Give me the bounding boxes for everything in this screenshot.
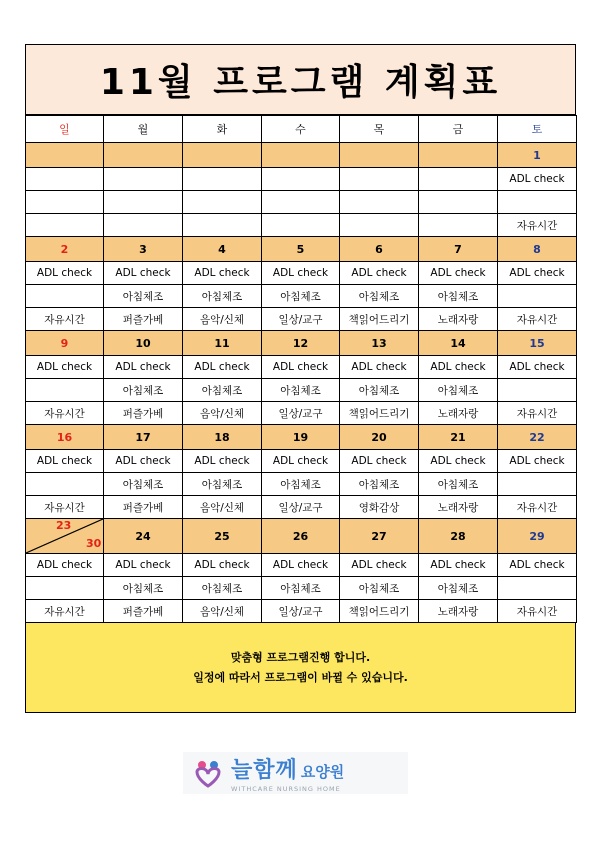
date-cell-tue: 18 [183,425,262,450]
date-number-upper: 23 [56,519,72,532]
activity-cell [262,168,340,191]
activity-cell: 아침체조 [419,285,498,308]
date-cell-mon [104,143,183,168]
activity-cell [498,191,577,214]
calendar-table [25,115,577,623]
logo-suffix: 요양원 [300,763,345,781]
activity-cell: ADL check [183,554,262,577]
heart-people-icon [191,756,225,790]
activity-row [26,600,577,623]
activity-cell: 아침체조 [419,473,498,496]
activity-cell: ADL check [498,356,577,379]
activity-cell: ADL check [340,356,419,379]
activity-cell: 아침체조 [104,379,183,402]
activity-cell [498,577,577,600]
activity-cell: ADL check [419,450,498,473]
date-row [26,331,577,356]
activity-cell [419,168,498,191]
date-cell-thu: 6 [340,237,419,262]
activity-cell [498,473,577,496]
weekday-header-mon: 월 [104,116,183,143]
activity-cell: ADL check [183,262,262,285]
activity-cell: 책읽어드리기 [340,308,419,331]
activity-cell: ADL check [498,262,577,285]
activity-cell: ADL check [104,262,183,285]
activity-cell: ADL check [26,262,104,285]
date-cell-sat: 22 [498,425,577,450]
activity-cell [419,191,498,214]
activity-cell [262,191,340,214]
activity-cell: 아침체조 [183,473,262,496]
activity-cell: 일상/교구 [262,308,340,331]
activity-cell: 아침체조 [183,379,262,402]
activity-cell: 자유시간 [498,214,577,237]
notice-box [25,623,576,713]
activity-cell: 아침체조 [419,379,498,402]
activity-cell [340,191,419,214]
activity-cell: 아침체조 [262,379,340,402]
activity-cell: 퍼즐가베 [104,308,183,331]
activity-row [26,285,577,308]
date-cell-fri: 7 [419,237,498,262]
logo-name: 늘함께 [231,758,298,783]
activity-cell: 자유시간 [26,308,104,331]
activity-cell: 아침체조 [262,285,340,308]
activity-cell: 퍼즐가베 [104,402,183,425]
weekday-header-tue: 화 [183,116,262,143]
activity-row [26,577,577,600]
date-cell-mon: 3 [104,237,183,262]
activity-cell: 책읽어드리기 [340,402,419,425]
date-row [26,237,577,262]
program-schedule-sheet [25,44,576,713]
activity-cell: 노래자랑 [419,308,498,331]
activity-cell: 책읽어드리기 [340,600,419,623]
date-cell-wed: 5 [262,237,340,262]
date-cell-thu: 13 [340,331,419,356]
activity-cell: 아침체조 [340,285,419,308]
activity-cell: 노래자랑 [419,600,498,623]
activity-cell: 일상/교구 [262,402,340,425]
date-cell-thu: 27 [340,519,419,554]
activity-cell: ADL check [262,554,340,577]
activity-row [26,262,577,285]
date-cell-mon: 24 [104,519,183,554]
date-cell-wed: 12 [262,331,340,356]
date-cell-sun [26,143,104,168]
title-box [25,44,576,115]
date-cell-fri: 14 [419,331,498,356]
activity-cell [104,168,183,191]
activity-cell: ADL check [419,356,498,379]
activity-cell: 노래자랑 [419,402,498,425]
date-cell-sat: 8 [498,237,577,262]
date-number-lower: 30 [86,537,102,550]
activity-cell: ADL check [183,450,262,473]
activity-row [26,496,577,519]
activity-cell: 자유시간 [26,496,104,519]
activity-row [26,356,577,379]
date-row [26,519,577,554]
weekday-header-thu: 목 [340,116,419,143]
activity-cell [26,285,104,308]
activity-cell: ADL check [340,554,419,577]
activity-cell [26,214,104,237]
activity-row [26,473,577,496]
activity-cell: ADL check [419,262,498,285]
date-cell-tue: 4 [183,237,262,262]
date-cell-tue: 25 [183,519,262,554]
date-cell-wed: 19 [262,425,340,450]
date-cell-wed: 26 [262,519,340,554]
activity-cell: ADL check [262,356,340,379]
activity-cell: 음악/신체 [183,402,262,425]
logo-english: WITHCARE NURSING HOME [231,785,341,793]
activity-row [26,308,577,331]
activity-cell: ADL check [104,554,183,577]
activity-cell: 아침체조 [262,473,340,496]
activity-cell: 음악/신체 [183,496,262,519]
activity-cell: 퍼즐가베 [104,496,183,519]
activity-row [26,379,577,402]
activity-cell: 영화감상 [340,496,419,519]
activity-cell: 아침체조 [340,473,419,496]
weekday-header-fri: 금 [419,116,498,143]
notice-line-1: 맞춤형 프로그램진행 합니다. [230,650,371,664]
activity-cell: 아침체조 [262,577,340,600]
activity-cell [340,168,419,191]
activity-cell: 자유시간 [498,600,577,623]
activity-cell [419,214,498,237]
activity-cell [498,285,577,308]
activity-cell: 일상/교구 [262,496,340,519]
date-row [26,143,577,168]
activity-cell: ADL check [340,262,419,285]
activity-cell: ADL check [419,554,498,577]
date-cell-fri [419,143,498,168]
date-cell-tue [183,143,262,168]
activity-cell [183,191,262,214]
nursing-home-logo [183,752,408,794]
activity-cell: ADL check [104,450,183,473]
activity-cell [26,379,104,402]
weekday-header-sun: 일 [26,116,104,143]
date-cell-sun: 16 [26,425,104,450]
activity-cell [26,191,104,214]
date-cell-sat: 29 [498,519,577,554]
activity-cell [183,168,262,191]
activity-cell: ADL check [498,450,577,473]
activity-row [26,168,577,191]
logo-text [231,753,344,793]
date-cell-mon: 17 [104,425,183,450]
activity-cell [104,214,183,237]
activity-cell: 아침체조 [104,577,183,600]
date-row [26,425,577,450]
activity-cell: ADL check [104,356,183,379]
activity-cell: 아침체조 [419,577,498,600]
weekday-header-sat: 토 [498,116,577,143]
activity-cell: ADL check [26,356,104,379]
activity-cell: 음악/신체 [183,308,262,331]
date-cell-wed [262,143,340,168]
date-cell-thu [340,143,419,168]
activity-cell: 아침체조 [104,473,183,496]
activity-cell [26,168,104,191]
activity-cell: 자유시간 [498,402,577,425]
activity-cell: 아침체조 [340,379,419,402]
activity-cell: 음악/신체 [183,600,262,623]
activity-cell [262,214,340,237]
weekday-header-row [26,116,577,143]
activity-cell: ADL check [340,450,419,473]
activity-cell: 노래자랑 [419,496,498,519]
activity-row [26,554,577,577]
activity-row [26,450,577,473]
date-cell-split [26,519,104,554]
weekday-header-wed: 수 [262,116,340,143]
activity-cell: ADL check [498,168,577,191]
activity-cell [26,473,104,496]
activity-row [26,191,577,214]
date-cell-sat: 1 [498,143,577,168]
page-title: 11월 프로그램 계획표 [99,62,502,103]
date-cell-thu: 20 [340,425,419,450]
logo-main [231,753,344,784]
activity-cell: ADL check [183,356,262,379]
date-cell-sun: 9 [26,331,104,356]
activity-cell: 퍼즐가베 [104,600,183,623]
activity-cell: ADL check [26,450,104,473]
activity-cell: 자유시간 [498,308,577,331]
activity-row [26,214,577,237]
date-cell-fri: 28 [419,519,498,554]
activity-cell: 자유시간 [26,402,104,425]
activity-cell [340,214,419,237]
activity-cell: 아침체조 [183,577,262,600]
activity-cell [498,379,577,402]
date-cell-sat: 15 [498,331,577,356]
date-cell-mon: 10 [104,331,183,356]
activity-cell: 아침체조 [340,577,419,600]
activity-row [26,402,577,425]
activity-cell [26,577,104,600]
activity-cell [183,214,262,237]
date-cell-fri: 21 [419,425,498,450]
activity-cell: ADL check [262,262,340,285]
activity-cell: 아침체조 [104,285,183,308]
date-cell-sun: 2 [26,237,104,262]
activity-cell: 자유시간 [498,496,577,519]
date-cell-tue: 11 [183,331,262,356]
activity-cell: 자유시간 [26,600,104,623]
notice-line-2: 일정에 따라서 프로그램이 바뀔 수 있습니다. [193,670,408,684]
activity-cell: ADL check [26,554,104,577]
activity-cell: 일상/교구 [262,600,340,623]
activity-cell: ADL check [262,450,340,473]
activity-cell: 아침체조 [183,285,262,308]
activity-cell [104,191,183,214]
activity-cell: ADL check [498,554,577,577]
